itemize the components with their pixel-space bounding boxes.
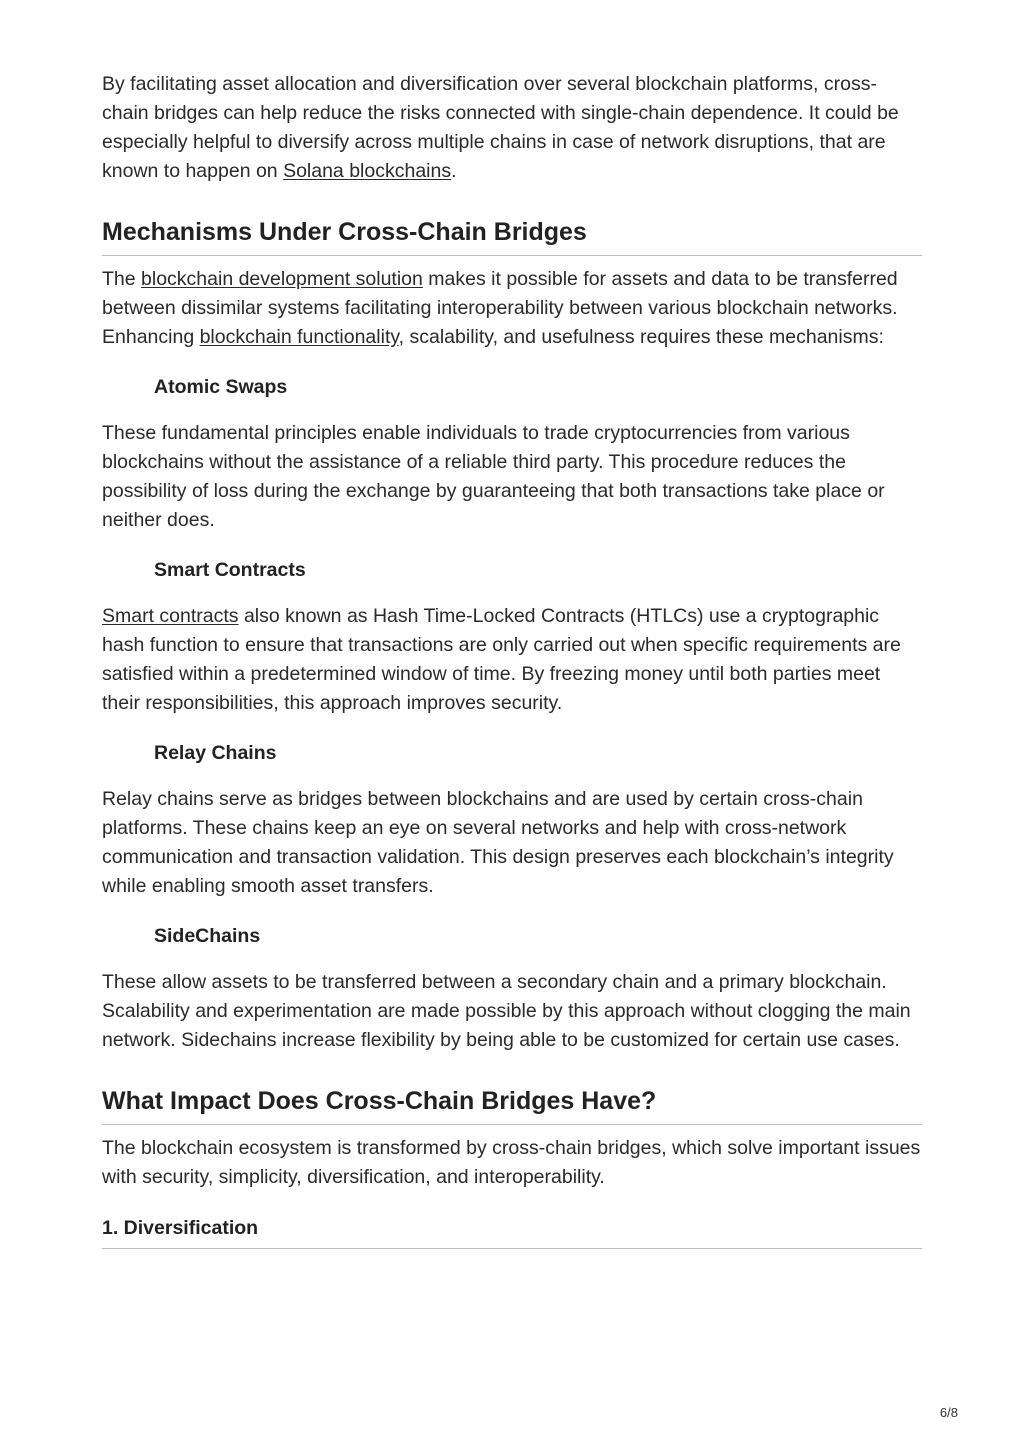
blockchain-development-solution-link[interactable]: blockchain development solution: [141, 268, 423, 290]
blockchain-functionality-link[interactable]: blockchain functionality: [199, 326, 399, 348]
solana-blockchains-link[interactable]: Solana blockchains: [283, 160, 452, 182]
mechanisms-intro-paragraph: [102, 265, 922, 352]
document-content: [102, 70, 922, 1249]
relay-chains-heading: Relay Chains: [154, 742, 277, 764]
mechanisms-intro-text: The: [102, 268, 142, 290]
diversification-heading: 1. Diversification: [102, 1214, 922, 1249]
intro-text: By facilitating asset allocation and diversification over several blockchain platforms, cross-chain bridges can help reduce the risks connected with single-chain dependence. It could be especially helpful to diversify across multiple chains in case of network disruptions, that are known to happen on: [102, 73, 899, 182]
mechanisms-heading: Mechanisms Under Cross-Chain Bridges: [102, 215, 922, 256]
impact-heading: What Impact Does Cross-Chain Bridges Have?: [102, 1084, 922, 1125]
smart-contracts-link[interactable]: Smart contracts: [102, 605, 239, 627]
sidechains-heading: SideChains: [154, 925, 261, 947]
mechanisms-intro-text: , scalability, and usefulness requires these mechanisms:: [398, 326, 884, 348]
smart-contracts-heading: Smart Contracts: [154, 559, 306, 581]
intro-paragraph: [102, 70, 922, 186]
impact-intro-paragraph: The blockchain ecosystem is transformed by cross-chain bridges, which solve important issues with security, simplicity, diversification, and interoperability.: [102, 1137, 921, 1188]
sidechains-paragraph: These allow assets to be transferred between a secondary chain and a primary blockchain. Scalability and experimentation are made possible by this approach without clogging the main network. Sidechains increase flexibility by being able to be customized for certain use cases.: [102, 971, 911, 1051]
relay-chains-paragraph: Relay chains serve as bridges between blockchains and are used by certain cross-chain platforms. These chains keep an eye on several networks and help with cross-network communication and transaction validation. This design preserves each blockchain’s integrity while enabling smooth asset transfers.: [102, 788, 894, 897]
atomic-swaps-paragraph: These fundamental principles enable individuals to trade cryptocurrencies from various blockchains without the assistance of a reliable third party. This procedure reduces the possibility of loss during the exchange by guaranteeing that both transactions take place or neither does.: [102, 422, 885, 531]
page-number: 6/8: [939, 1405, 958, 1420]
smart-contracts-paragraph: [102, 602, 922, 718]
mechanisms-intro-text: makes it possible for assets and data to be transferred between dissimilar systems facilitating interoperability between various blockchain networks. Enhancing: [102, 268, 898, 348]
atomic-swaps-heading: Atomic Swaps: [154, 376, 288, 398]
intro-text-end: .: [451, 160, 457, 182]
smart-contracts-text: also known as Hash Time-Locked Contracts (HTLCs) use a cryptographic hash function to ensure that transactions are only carried out when specific requirements are satisfied within a predetermined window of time. By freezing money until both parties meet their responsibilities, this approach improves security.: [102, 605, 901, 714]
